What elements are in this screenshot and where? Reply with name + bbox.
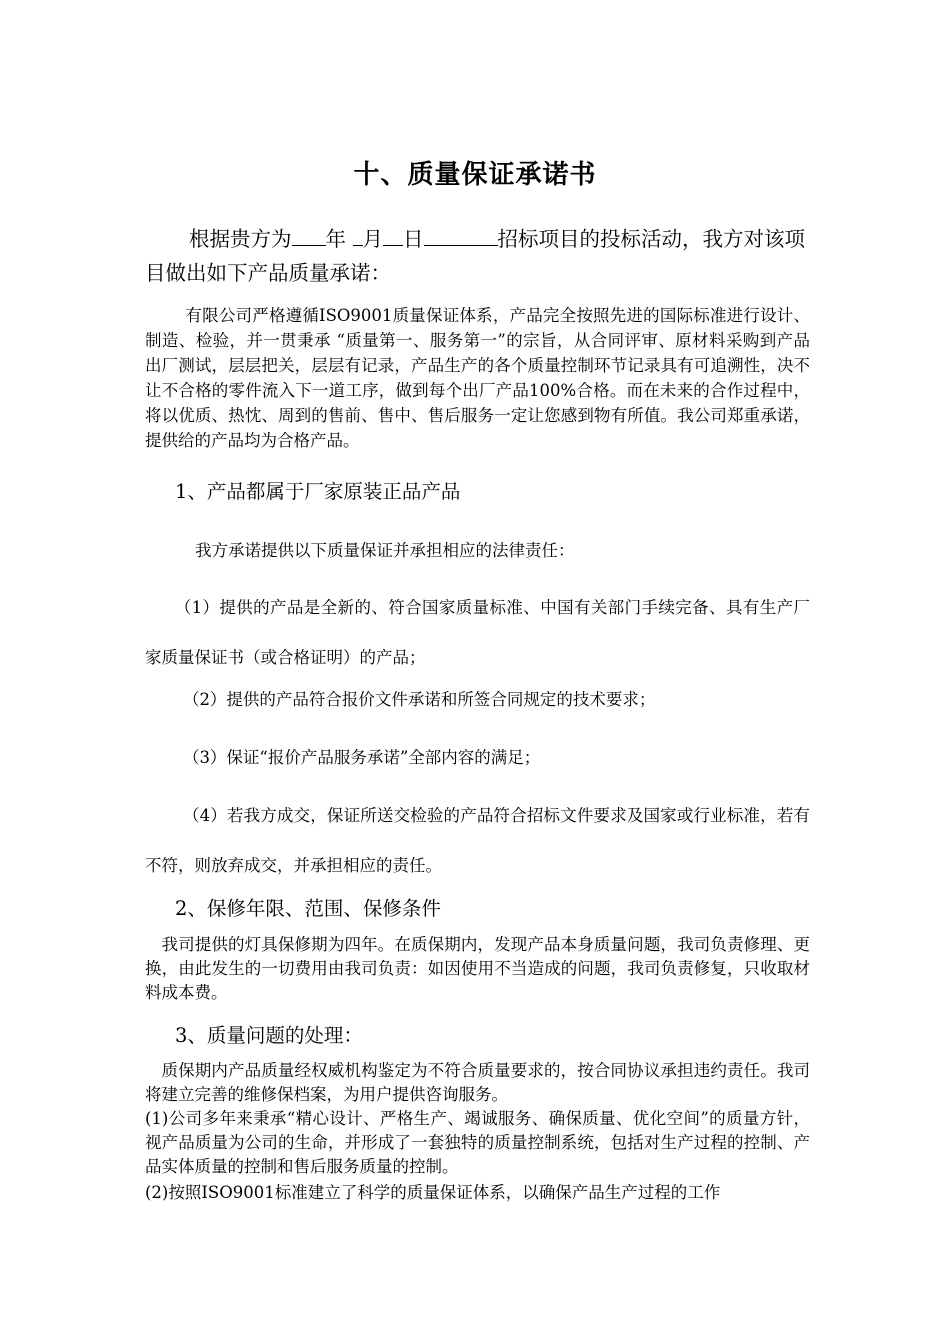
section1-item-2: （2）提供的产品符合报价文件承诺和所签合同规定的技术要求； bbox=[182, 690, 656, 709]
section2-heading: 2、保修年限、范围、保修条件 bbox=[175, 897, 441, 920]
section3-item-1: (1)公司多年来秉承“精心设计、严格生产、竭诚服务、确保质量、优化空间”的质量方针，视产品质量为公司的生命，并形成了一套独特的质量控制系统，包括对生产过程的控制、产品实体质量的控制和售后服务质量的控制。 bbox=[145, 1109, 810, 1176]
intro-text-3: 月 bbox=[362, 227, 384, 251]
section1-item-1: （1）提供的产品是全新的、符合国家质量标准、中国有关部门手续完备、具有生产厂家质量保证书（或合格证明）的产品； bbox=[145, 598, 810, 667]
company-paragraph: 有限公司严格遵循ISO9001质量保证体系，产品完全按照先进的国际标准进行设计、制造、检验，并一贯秉承 “质量第一、服务第一”的宗旨，从合同评审、原材料采购到产品出厂测试，层层把关，层层有记录，产品生产的各个质量控制环节记录具有可追溯性，决不让不合格的零件流入下一道工序，做到每个出厂产品100%合格。而在未来的合作过程中，将以优质、热忱、周到的售前、售中、售后服务一定让您感到物有所值。我公司郑重承诺，提供给的产品均为合格产品。 bbox=[145, 306, 810, 450]
section1-item-3: （3）保证“报价产品服务承诺”全部内容的满足； bbox=[182, 748, 541, 767]
section1-heading: 1、产品都属于厂家原装正品产品 bbox=[175, 480, 461, 503]
section3-item-2: (2)按照ISO9001标准建立了科学的质量保证体系，以确保产品生产过程的工作 bbox=[145, 1183, 721, 1202]
month-blank bbox=[353, 223, 363, 246]
page-title: 十、质量保证承诺书 bbox=[353, 160, 597, 190]
intro-text-1: 根据贵方为 bbox=[189, 227, 292, 251]
intro-text-4: 日 bbox=[403, 227, 424, 251]
year-blank bbox=[292, 223, 326, 246]
section1-item-4: （4）若我方成交，保证所送交检验的产品符合招标文件要求及国家或行业标准，若有不符，则放弃成交，并承担相应的责任。 bbox=[145, 806, 810, 875]
section3-heading: 3、质量问题的处理： bbox=[175, 1024, 363, 1047]
section1-lead: 我方承诺提供以下质量保证并承担相应的法律责任： bbox=[195, 541, 575, 560]
day-blank bbox=[383, 223, 403, 246]
intro-text-2: 年 bbox=[325, 227, 353, 251]
intro-text-5: 招标项目的投标活动，我方对该项目做出如下产品质量承诺： bbox=[145, 227, 806, 285]
section3-body: 质保期内产品质量经权威机构鉴定为不符合质量要求的，按合同协议承担违约责任。我司将建立完善的维修保档案，为用户提供咨询服务。 bbox=[145, 1061, 810, 1104]
section2-body: 我司提供的灯具保修期为四年。在质保期内，发现产品本身质量问题，我司负责修理、更换，由此发生的一切费用由我司负责：如因使用不当造成的问题，我司负责修复，只收取材料成本费。 bbox=[145, 935, 810, 1002]
intro-paragraph bbox=[145, 222, 810, 290]
project-blank bbox=[424, 223, 498, 246]
